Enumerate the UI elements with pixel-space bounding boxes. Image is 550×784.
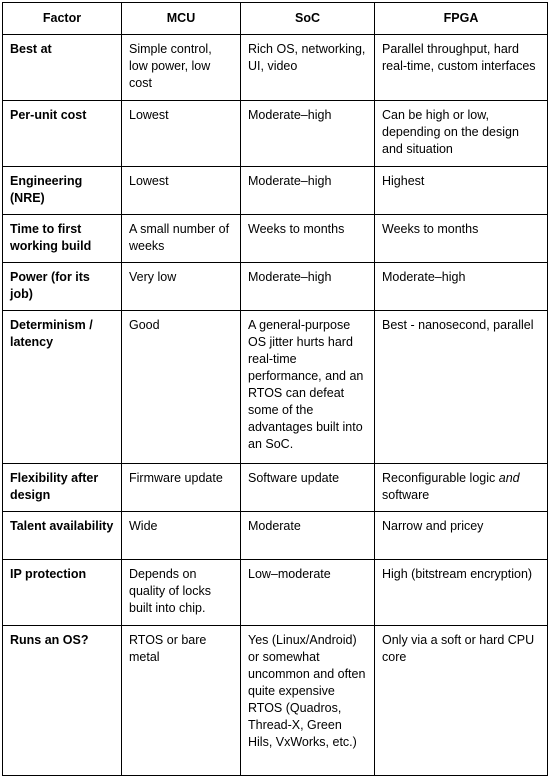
fpga-cell: Narrow and pricey: [375, 512, 548, 560]
fpga-cell: [375, 464, 548, 512]
soc-cell: Yes (Linux/Android) or somewhat uncommon and often quite expensive RTOS (Quadros, Thread-X, Green Hils, VxWorks, etc.): [241, 626, 375, 776]
row-factor-cell: Flexibility after design: [3, 464, 122, 512]
table-row: [3, 560, 548, 626]
row-factor-cell: Runs an OS?: [3, 626, 122, 776]
table-row: [3, 101, 548, 167]
soc-cell: Weeks to months: [241, 215, 375, 263]
fpga-cell: Parallel throughput, hard real-time, custom interfaces: [375, 35, 548, 101]
soc-cell: Moderate–high: [241, 167, 375, 215]
soc-cell: Moderate: [241, 512, 375, 560]
fpga-cell: Can be high or low, depending on the design and situation: [375, 101, 548, 167]
soc-cell: Moderate–high: [241, 263, 375, 311]
soc-cell: Rich OS, networking, UI, video: [241, 35, 375, 101]
row-factor-cell: Talent availability: [3, 512, 122, 560]
header-row: [3, 3, 548, 35]
mcu-cell: A small number of weeks: [122, 215, 241, 263]
row-factor-cell: Time to first working build: [3, 215, 122, 263]
table-row: [3, 167, 548, 215]
table-row: [3, 512, 548, 560]
fpga-cell: High (bitstream encryption): [375, 560, 548, 626]
comparison-table: [2, 2, 548, 776]
mcu-cell: Lowest: [122, 101, 241, 167]
header-soc: SoC: [241, 3, 375, 35]
mcu-cell: Firmware update: [122, 464, 241, 512]
fpga-cell: Highest: [375, 167, 548, 215]
soc-cell: Moderate–high: [241, 101, 375, 167]
fpga-cell: Only via a soft or hard CPU core: [375, 626, 548, 776]
table-row: [3, 263, 548, 311]
mcu-cell: Lowest: [122, 167, 241, 215]
fpga-cell: Best - nanosecond, parallel: [375, 311, 548, 464]
fpga-text-part: software: [382, 488, 430, 502]
soc-cell: A general-purpose OS jitter hurts hard real-time performance, and an RTOS can defeat some of the advantages built into an SoC.: [241, 311, 375, 464]
mcu-cell: RTOS or bare metal: [122, 626, 241, 776]
row-factor-cell: IP protection: [3, 560, 122, 626]
row-factor-cell: Per-unit cost: [3, 101, 122, 167]
soc-cell: Software update: [241, 464, 375, 512]
mcu-cell: Wide: [122, 512, 241, 560]
row-factor-cell: Best at: [3, 35, 122, 101]
table-row: [3, 311, 548, 464]
header-fpga: FPGA: [375, 3, 548, 35]
header-factor: Factor: [3, 3, 122, 35]
table-row: [3, 626, 548, 776]
fpga-cell: Weeks to months: [375, 215, 548, 263]
mcu-cell: Depends on quality of locks built into chip.: [122, 560, 241, 626]
fpga-italic-text: and: [498, 471, 520, 485]
mcu-cell: Good: [122, 311, 241, 464]
row-factor-cell: Engineering (NRE): [3, 167, 122, 215]
fpga-text-part: Reconfigurable logic: [382, 471, 499, 485]
row-factor-cell: Determinism / latency: [3, 311, 122, 464]
table-row: [3, 35, 548, 101]
header-mcu: MCU: [122, 3, 241, 35]
mcu-cell: Simple control, low power, low cost: [122, 35, 241, 101]
table-row: [3, 215, 548, 263]
mcu-cell: Very low: [122, 263, 241, 311]
soc-cell: Low–moderate: [241, 560, 375, 626]
fpga-cell: Moderate–high: [375, 263, 548, 311]
table-row: [3, 464, 548, 512]
row-factor-cell: Power (for its job): [3, 263, 122, 311]
